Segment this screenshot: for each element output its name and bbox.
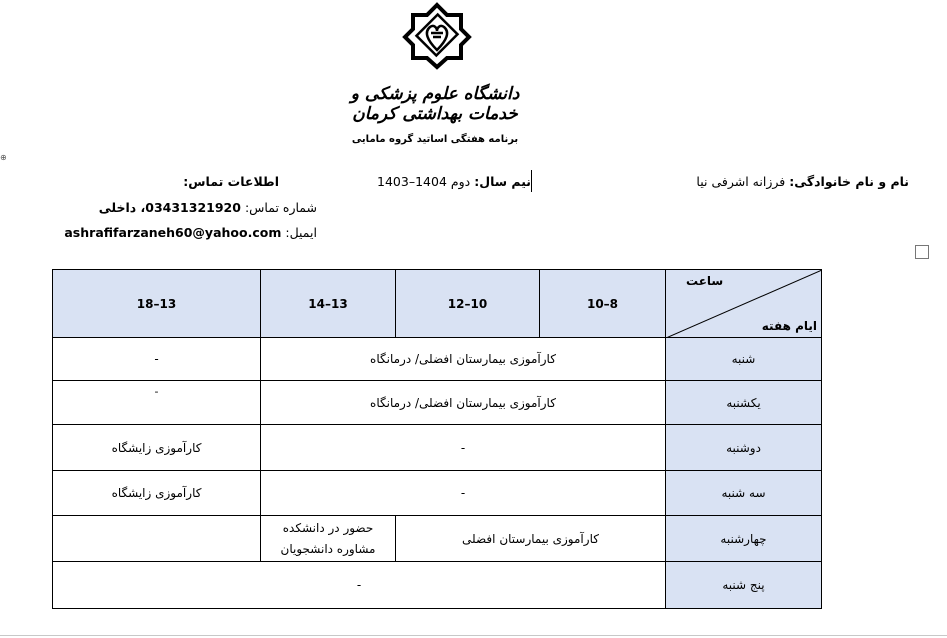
hour-header-cell: 10–12: [396, 270, 540, 338]
day-cell: یکشنبه: [666, 381, 822, 425]
table-row: [53, 425, 822, 471]
phone-value: 03431321920، داخلی: [98, 200, 241, 215]
table-row: [53, 471, 822, 516]
merged-cell: -: [261, 425, 666, 471]
name-field: [696, 174, 909, 189]
advising-cell: [261, 516, 396, 562]
email-value: ashrafifarzaneh60@yahoo.com: [64, 225, 282, 240]
corner-days-label: ایام هفته: [761, 319, 817, 333]
checkbox[interactable]: [915, 245, 929, 259]
university-name: دانشگاه علوم پزشکی و خدمات بهداشتی کرمان: [350, 84, 520, 124]
merged-cell: کارآموزی بیمارستان افضلی: [396, 516, 666, 562]
cell: -: [53, 338, 261, 381]
anchor-marker-icon: ⊕: [0, 153, 7, 162]
table-row: [53, 562, 822, 609]
corner-hour-label: ساعت: [686, 274, 724, 288]
cell: [53, 381, 261, 425]
cell: [53, 516, 261, 562]
hour-header-cell: 13–14: [261, 270, 396, 338]
email-label: ایمیل:: [285, 225, 317, 240]
day-cell: شنبه: [666, 338, 822, 381]
cell-text: -: [154, 385, 159, 398]
university-logo: [402, 2, 472, 70]
name-label: نام و نام خانوادگی:: [789, 174, 909, 189]
contact-label: اطلاعات تماس:: [183, 174, 279, 189]
cell: کارآموزی زایشگاه: [53, 425, 261, 471]
phone-label: شماره تماس:: [244, 200, 317, 215]
header-row: [53, 270, 822, 338]
hour-header-cell: 8–10: [540, 270, 666, 338]
advising-line-2: مشاوره دانشجویان: [280, 541, 376, 556]
hour-header-cell: 13–18: [53, 270, 261, 338]
contact-heading: [183, 174, 279, 189]
table-row: [53, 381, 822, 425]
phone-field: [99, 200, 317, 215]
merged-cell: -: [53, 562, 666, 609]
cell: کارآموزی زایشگاه: [53, 471, 261, 516]
table-row: [53, 338, 822, 381]
text-cursor: [531, 170, 532, 192]
weekly-schedule-table: [52, 269, 822, 609]
page-subtitle: برنامه هفتگی اساتید گروه مامایی: [351, 134, 519, 145]
day-cell: پنج شنبه: [666, 562, 822, 609]
page-bottom-divider: [0, 635, 947, 636]
merged-cell: -: [261, 471, 666, 516]
email-field: [64, 225, 317, 240]
semester-label: نیم سال:: [474, 174, 531, 189]
merged-cell: کارآموزی بیمارستان افضلی/ درمانگاه: [261, 381, 666, 425]
day-cell: چهارشنبه: [666, 516, 822, 562]
advising-line-1: حضور در دانشکده: [282, 520, 374, 535]
day-cell: سه شنبه: [666, 471, 822, 516]
merged-cell: کارآموزی بیمارستان افضلی/ درمانگاه: [261, 338, 666, 381]
table-row: [53, 516, 822, 562]
day-cell: دوشنبه: [666, 425, 822, 471]
corner-header-cell: [666, 270, 822, 338]
semester-field: [377, 174, 531, 189]
name-value: فرزانه اشرفی نیا: [696, 174, 786, 189]
semester-value: دوم 1404–1403: [377, 174, 471, 189]
